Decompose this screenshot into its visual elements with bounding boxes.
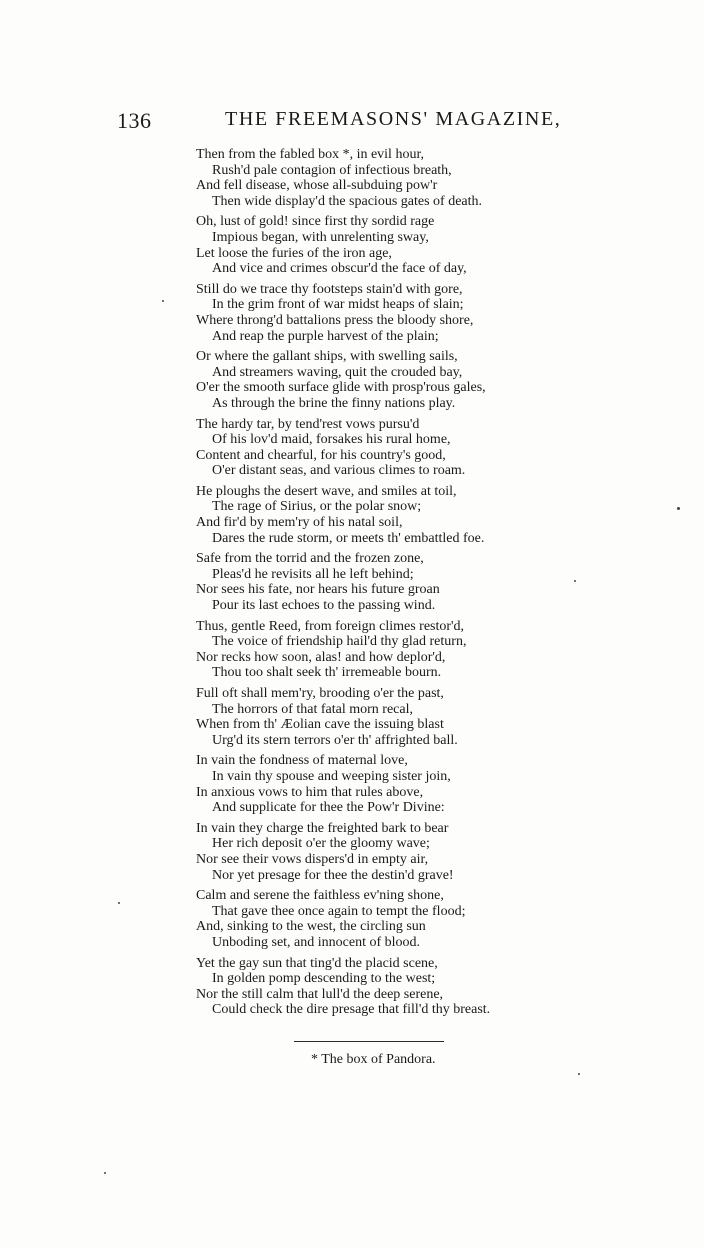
- print-speck: [118, 902, 120, 904]
- poem-line: The voice of friendship hail'd thy glad return,: [212, 634, 467, 650]
- stanza: [196, 821, 596, 883]
- running-title: THE FREEMASONS' MAGAZINE,: [225, 108, 562, 130]
- poem-line: The rage of Sirius, or the polar snow;: [212, 499, 422, 515]
- poem-line: Thou too shalt seek th' irremeable bourn.: [212, 665, 442, 681]
- poem-line: In anxious vows to him that rules above,: [196, 784, 424, 800]
- poem-line: Nor recks how soon, alas! and how deplor'd,: [196, 649, 446, 665]
- poem-line: That gave thee once again to tempt the flood;: [212, 903, 466, 919]
- poem-line: He ploughs the desert wave, and smiles at toil,: [196, 483, 457, 499]
- poem-line: Yet the gay sun that ting'd the placid scene,: [196, 955, 438, 971]
- print-speck: [104, 1172, 106, 1174]
- poem-line: In vain thy spouse and weeping sister join,: [212, 768, 451, 784]
- footnote: * The box of Pandora.: [311, 1052, 436, 1067]
- poem-line: When from th' Æolian cave the issuing blast: [196, 717, 444, 733]
- poem-line: Nor the still calm that lull'd the deep serene,: [196, 986, 444, 1002]
- poem-line: As through the brine the finny nations play.: [212, 395, 456, 411]
- poem-line: Content and chearful, for his country's good,: [196, 447, 446, 463]
- footnote-rule: [294, 1041, 444, 1042]
- page-header: [117, 108, 587, 138]
- poem-line: Calm and serene the faithless ev'ning shone,: [196, 888, 444, 904]
- poem-line: And streamers waving, quit the crouded bay,: [212, 364, 463, 380]
- poem-line: Full oft shall mem'ry, brooding o'er the past,: [196, 686, 444, 701]
- stanza: [196, 349, 596, 411]
- poem-line: Nor see their vows dispers'd in empty air,: [196, 851, 429, 867]
- poem-line: The horrors of that fatal morn recal,: [212, 701, 413, 717]
- poem-line: And supplicate for thee the Pow'r Divine:: [212, 800, 445, 816]
- poem-line: Of his lov'd maid, forsakes his rural home,: [212, 432, 451, 448]
- poem-line: Urg'd its stern terrors o'er th' affrighted ball.: [212, 732, 458, 748]
- poem-line: O'er distant seas, and various climes to roam.: [212, 463, 466, 479]
- poem-line: Thus, gentle Reed, from foreign climes restor'd,: [196, 618, 465, 634]
- poem-line: Safe from the torrid and the frozen zone,: [196, 551, 424, 567]
- print-speck: [574, 580, 576, 582]
- poem-line: Pour its last echoes to the passing wind.: [212, 598, 436, 614]
- stanza: [196, 214, 596, 276]
- poem-line: In the grim front of war midst heaps of slain;: [212, 297, 464, 313]
- poem-line: Impious began, with unrelenting sway,: [212, 229, 429, 245]
- print-speck: [578, 1073, 580, 1075]
- stanza: [196, 551, 596, 613]
- poem-line: Let loose the furies of the iron age,: [196, 245, 392, 261]
- stanza: [196, 484, 596, 546]
- poem-line: Pleas'd he revisits all he left behind;: [212, 566, 414, 582]
- stanza: [196, 282, 596, 344]
- stanza: [196, 753, 596, 815]
- poem-line: The hardy tar, by tend'rest vows pursu'd: [196, 416, 420, 432]
- poem-line: And reap the purple harvest of the plain;: [212, 328, 439, 344]
- poem-line: And fir'd by mem'ry of his natal soil,: [196, 515, 403, 531]
- poem-body: [196, 147, 596, 1023]
- stanza: [196, 147, 596, 209]
- poem-line: Nor sees his fate, nor hears his future groan: [196, 582, 440, 598]
- page-number: 136: [117, 108, 152, 133]
- stanza: [196, 686, 596, 748]
- stanza: [196, 888, 596, 950]
- poem-line: Dares the rude storm, or meets th' embattled foe.: [212, 530, 485, 546]
- poem-line: And fell disease, whose all-subduing pow'r: [196, 178, 438, 194]
- print-speck: [677, 507, 680, 510]
- poem-line: And vice and crimes obscur'd the face of day,: [212, 261, 467, 277]
- poem-line: Where throng'd battalions press the bloody shore,: [196, 312, 474, 328]
- stanza: [196, 619, 596, 681]
- poem-line: Rush'd pale contagion of infectious breath,: [212, 162, 452, 178]
- poem-line: Then wide display'd the spacious gates of death.: [212, 193, 483, 209]
- poem-line: Still do we trace thy footsteps stain'd with gore,: [196, 281, 463, 297]
- poem-line: Oh, lust of gold! since first thy sordid rage: [196, 214, 435, 230]
- poem-line: In vain they charge the freighted bark to bear: [196, 820, 449, 836]
- poem-line: In vain the fondness of maternal love,: [196, 753, 408, 769]
- poem-line: Could check the dire presage that fill'd thy breast.: [212, 1002, 491, 1018]
- print-speck: [162, 300, 164, 302]
- poem-line: Her rich deposit o'er the gloomy wave;: [212, 836, 430, 852]
- poem-line: Then from the fabled box *, in evil hour,: [196, 147, 425, 162]
- stanza: [196, 417, 596, 479]
- poem-line: Or where the gallant ships, with swelling sails,: [196, 349, 458, 365]
- poem-line: Unboding set, and innocent of blood.: [212, 934, 421, 950]
- poem-line: O'er the smooth surface glide with prosp'rous gales,: [196, 380, 486, 396]
- poem-line: And, sinking to the west, the circling sun: [196, 919, 426, 935]
- poem-line: In golden pomp descending to the west;: [212, 971, 436, 987]
- poem-line: Nor yet presage for thee the destin'd grave!: [212, 867, 454, 883]
- stanza: [196, 956, 596, 1018]
